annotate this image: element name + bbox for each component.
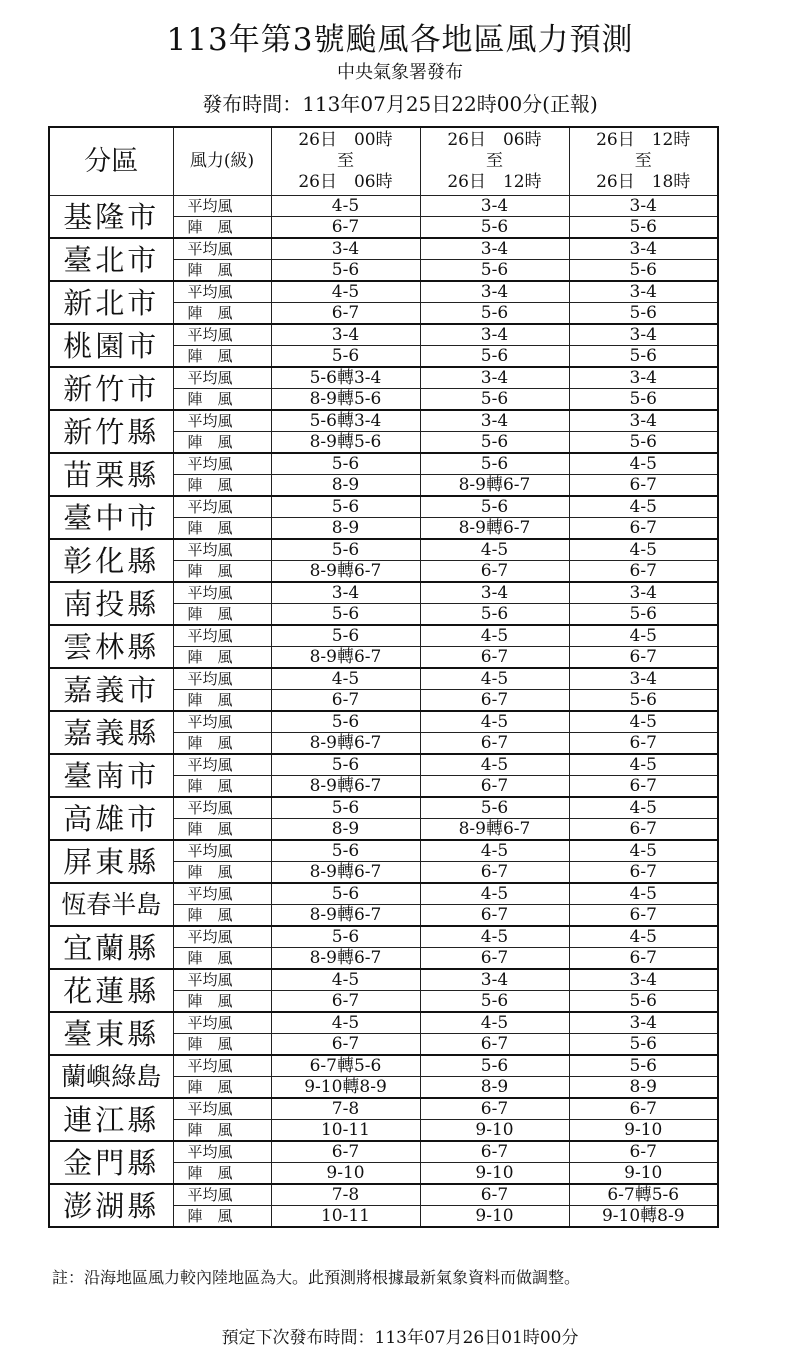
- gust-value: 10-11: [271, 1206, 420, 1228]
- avg-wind-label: 平均風: [173, 453, 271, 475]
- gust-value: 5-6: [569, 690, 718, 712]
- region-name: 桃園市: [49, 324, 173, 367]
- avg-wind-value: 3-4: [569, 196, 718, 217]
- gust-value: 10-11: [271, 1120, 420, 1142]
- period-1-from: 26日 00時: [298, 130, 393, 150]
- region-name: 臺北市: [49, 238, 173, 281]
- gust-value: 8-9轉6-7: [271, 733, 420, 755]
- period-2-to-word: 至: [486, 151, 503, 171]
- avg-wind-value: 4-5: [420, 1012, 569, 1034]
- gust-label: 陣 風: [173, 819, 271, 841]
- gust-value: 8-9轉6-7: [420, 819, 569, 841]
- table-row: [49, 496, 718, 518]
- wind-forecast-table: [48, 126, 719, 1228]
- gust-value: 9-10: [420, 1206, 569, 1228]
- avg-wind-value: 7-8: [271, 1098, 420, 1120]
- avg-wind-value: 3-4: [569, 324, 718, 346]
- table-row: [49, 582, 718, 604]
- table-row: [49, 668, 718, 690]
- gust-label: 陣 風: [173, 260, 271, 282]
- region-name: 連江縣: [49, 1098, 173, 1141]
- avg-wind-value: 4-5: [569, 754, 718, 776]
- gust-value: 9-10: [569, 1120, 718, 1142]
- gust-value: 5-6: [569, 303, 718, 325]
- avg-wind-label: 平均風: [173, 1141, 271, 1163]
- gust-value: 6-7: [420, 690, 569, 712]
- region-name: 雲林縣: [49, 625, 173, 668]
- region-name: 新竹縣: [49, 410, 173, 453]
- avg-wind-value: 5-6: [271, 625, 420, 647]
- avg-wind-label: 平均風: [173, 969, 271, 991]
- gust-value: 8-9: [569, 1077, 718, 1099]
- avg-wind-value: 6-7: [420, 1098, 569, 1120]
- gust-value: 5-6: [569, 389, 718, 411]
- avg-wind-value: 5-6: [569, 1055, 718, 1077]
- avg-wind-value: 4-5: [420, 926, 569, 948]
- table-row: [49, 1184, 718, 1206]
- page-title: 113年第3號颱風各地區風力預測: [166, 22, 634, 58]
- avg-wind-value: 5-6: [420, 797, 569, 819]
- gust-value: 9-10轉8-9: [271, 1077, 420, 1099]
- gust-value: 8-9轉6-7: [271, 776, 420, 798]
- avg-wind-value: 3-4: [420, 410, 569, 432]
- table-row: [49, 1055, 718, 1077]
- avg-wind-value: 4-5: [420, 883, 569, 905]
- gust-value: 9-10: [420, 1163, 569, 1185]
- avg-wind-value: 3-4: [569, 582, 718, 604]
- gust-value: 6-7: [271, 991, 420, 1013]
- avg-wind-value: 4-5: [271, 281, 420, 303]
- gust-value: 6-7: [569, 518, 718, 540]
- gust-value: 6-7: [569, 733, 718, 755]
- header-period-2: [420, 127, 569, 196]
- avg-wind-label: 平均風: [173, 625, 271, 647]
- gust-label: 陣 風: [173, 561, 271, 583]
- avg-wind-value: 4-5: [420, 668, 569, 690]
- avg-wind-label: 平均風: [173, 1012, 271, 1034]
- period-2-to: 26日 12時: [447, 172, 542, 192]
- period-2-from: 26日 06時: [447, 130, 542, 150]
- avg-wind-value: 3-4: [420, 367, 569, 389]
- gust-label: 陣 風: [173, 1034, 271, 1056]
- gust-value: 8-9: [271, 475, 420, 497]
- gust-value: 8-9轉5-6: [271, 432, 420, 454]
- table-row: [49, 196, 718, 217]
- gust-value: 5-6: [420, 432, 569, 454]
- avg-wind-value: 6-7: [420, 1141, 569, 1163]
- avg-wind-label: 平均風: [173, 281, 271, 303]
- gust-value: 6-7: [569, 862, 718, 884]
- region-name: 宜蘭縣: [49, 926, 173, 969]
- table-row: [49, 797, 718, 819]
- avg-wind-value: 4-5: [569, 625, 718, 647]
- avg-wind-label: 平均風: [173, 926, 271, 948]
- avg-wind-value: 7-8: [271, 1184, 420, 1206]
- avg-wind-value: 4-5: [420, 711, 569, 733]
- gust-value: 6-7: [271, 1034, 420, 1056]
- gust-value: 6-7: [569, 948, 718, 970]
- gust-label: 陣 風: [173, 518, 271, 540]
- gust-value: 5-6: [420, 389, 569, 411]
- gust-value: 5-6: [569, 260, 718, 282]
- avg-wind-value: 3-4: [569, 281, 718, 303]
- avg-wind-value: 4-5: [569, 539, 718, 561]
- gust-value: 5-6: [271, 346, 420, 368]
- avg-wind-value: 4-5: [271, 668, 420, 690]
- gust-value: 6-7: [569, 561, 718, 583]
- avg-wind-value: 3-4: [271, 238, 420, 260]
- period-1-to: 26日 06時: [298, 172, 393, 192]
- avg-wind-label: 平均風: [173, 410, 271, 432]
- header-period-1: [271, 127, 420, 196]
- gust-value: 5-6: [569, 346, 718, 368]
- avg-wind-value: 5-6: [420, 496, 569, 518]
- region-name: 高雄市: [49, 797, 173, 840]
- avg-wind-label: 平均風: [173, 883, 271, 905]
- region-name: 澎湖縣: [49, 1184, 173, 1227]
- table-row: [49, 281, 718, 303]
- region-name: 基隆市: [49, 196, 173, 239]
- gust-label: 陣 風: [173, 389, 271, 411]
- region-name: 嘉義縣: [49, 711, 173, 754]
- table-row: [49, 1141, 718, 1163]
- avg-wind-value: 5-6: [271, 840, 420, 862]
- gust-value: 8-9轉5-6: [271, 389, 420, 411]
- avg-wind-value: 5-6: [271, 539, 420, 561]
- gust-label: 陣 風: [173, 475, 271, 497]
- avg-wind-value: 4-5: [569, 883, 718, 905]
- avg-wind-value: 5-6轉3-4: [271, 367, 420, 389]
- avg-wind-value: 4-5: [420, 754, 569, 776]
- avg-wind-value: 4-5: [271, 1012, 420, 1034]
- avg-wind-value: 5-6: [271, 453, 420, 475]
- gust-label: 陣 風: [173, 991, 271, 1013]
- gust-value: 8-9: [271, 518, 420, 540]
- avg-wind-value: 3-4: [271, 582, 420, 604]
- gust-value: 6-7: [569, 776, 718, 798]
- table-row: [49, 238, 718, 260]
- table-row: [49, 324, 718, 346]
- avg-wind-value: 4-5: [271, 196, 420, 217]
- gust-value: 6-7: [420, 862, 569, 884]
- gust-value: 5-6: [420, 991, 569, 1013]
- table-row: [49, 453, 718, 475]
- avg-wind-value: 3-4: [420, 281, 569, 303]
- avg-wind-value: 6-7轉5-6: [569, 1184, 718, 1206]
- avg-wind-value: 4-5: [569, 840, 718, 862]
- gust-value: 5-6: [271, 604, 420, 626]
- period-3-to-word: 至: [634, 151, 652, 171]
- avg-wind-label: 平均風: [173, 367, 271, 389]
- header-area: 分區: [49, 127, 173, 196]
- gust-value: 5-6: [420, 303, 569, 325]
- gust-label: 陣 風: [173, 776, 271, 798]
- avg-wind-value: 3-4: [420, 969, 569, 991]
- gust-label: 陣 風: [173, 604, 271, 626]
- avg-wind-value: 6-7: [420, 1184, 569, 1206]
- header-level: 風力(級): [173, 127, 271, 196]
- region-name: 花蓮縣: [49, 969, 173, 1012]
- avg-wind-label: 平均風: [173, 797, 271, 819]
- avg-wind-value: 4-5: [271, 969, 420, 991]
- avg-wind-label: 平均風: [173, 840, 271, 862]
- table-row: [49, 754, 718, 776]
- gust-label: 陣 風: [173, 303, 271, 325]
- gust-label: 陣 風: [173, 690, 271, 712]
- gust-value: 5-6: [420, 604, 569, 626]
- gust-value: 5-6: [569, 604, 718, 626]
- gust-value: 6-7: [271, 690, 420, 712]
- region-name: 金門縣: [49, 1141, 173, 1184]
- region-name: 臺東縣: [49, 1012, 173, 1055]
- gust-label: 陣 風: [173, 733, 271, 755]
- region-name: 臺中市: [49, 496, 173, 539]
- avg-wind-value: 3-4: [420, 238, 569, 260]
- gust-label: 陣 風: [173, 647, 271, 669]
- avg-wind-value: 4-5: [569, 496, 718, 518]
- gust-value: 5-6: [569, 1034, 718, 1056]
- table-row: [49, 410, 718, 432]
- avg-wind-value: 3-4: [569, 367, 718, 389]
- region-name: 新竹市: [49, 367, 173, 410]
- gust-label: 陣 風: [173, 905, 271, 927]
- period-1-to-word: 至: [337, 151, 354, 171]
- gust-label: 陣 風: [173, 1163, 271, 1185]
- avg-wind-label: 平均風: [173, 582, 271, 604]
- region-name: 恆春半島: [49, 883, 173, 926]
- period-3-from: 26日 12時: [596, 130, 691, 150]
- gust-value: 5-6: [569, 217, 718, 239]
- gust-label: 陣 風: [173, 862, 271, 884]
- avg-wind-label: 平均風: [173, 1055, 271, 1077]
- next-issue-time: 預定下次發布時間：113年07月26日01時00分: [221, 1328, 579, 1348]
- gust-label: 陣 風: [173, 948, 271, 970]
- avg-wind-value: 5-6轉3-4: [271, 410, 420, 432]
- avg-wind-value: 4-5: [569, 926, 718, 948]
- issuer: 中央氣象署發布: [337, 62, 463, 83]
- avg-wind-label: 平均風: [173, 196, 271, 217]
- avg-wind-value: 3-4: [271, 324, 420, 346]
- gust-value: 6-7: [569, 475, 718, 497]
- avg-wind-value: 3-4: [420, 582, 569, 604]
- gust-label: 陣 風: [173, 346, 271, 368]
- table-row: [49, 1098, 718, 1120]
- avg-wind-value: 3-4: [569, 410, 718, 432]
- footnote: 註：沿海地區風力較內陸地區為大。此預測將根據最新氣象資料而做調整。: [52, 1268, 581, 1287]
- avg-wind-value: 6-7: [271, 1141, 420, 1163]
- avg-wind-label: 平均風: [173, 496, 271, 518]
- table-row: [49, 711, 718, 733]
- avg-wind-label: 平均風: [173, 711, 271, 733]
- gust-value: 6-7: [420, 1034, 569, 1056]
- gust-value: 8-9轉6-7: [271, 948, 420, 970]
- gust-value: 6-7: [569, 819, 718, 841]
- table-row: [49, 539, 718, 561]
- gust-value: 8-9轉6-7: [271, 905, 420, 927]
- gust-value: 5-6: [420, 346, 569, 368]
- gust-label: 陣 風: [173, 432, 271, 454]
- gust-value: 9-10轉8-9: [569, 1206, 718, 1228]
- gust-value: 6-7: [420, 776, 569, 798]
- gust-value: 5-6: [420, 217, 569, 239]
- gust-value: 6-7: [420, 647, 569, 669]
- gust-value: 5-6: [271, 260, 420, 282]
- table-row: [49, 926, 718, 948]
- avg-wind-value: 4-5: [569, 797, 718, 819]
- avg-wind-label: 平均風: [173, 668, 271, 690]
- avg-wind-value: 5-6: [271, 797, 420, 819]
- region-name: 彰化縣: [49, 539, 173, 582]
- avg-wind-value: 5-6: [271, 711, 420, 733]
- avg-wind-value: 3-4: [569, 1012, 718, 1034]
- table-row: [49, 969, 718, 991]
- gust-value: 8-9轉6-7: [420, 518, 569, 540]
- avg-wind-value: 5-6: [420, 453, 569, 475]
- avg-wind-value: 5-6: [271, 926, 420, 948]
- gust-label: 陣 風: [173, 1120, 271, 1142]
- gust-value: 8-9: [420, 1077, 569, 1099]
- region-name: 臺南市: [49, 754, 173, 797]
- avg-wind-value: 3-4: [420, 324, 569, 346]
- avg-wind-label: 平均風: [173, 754, 271, 776]
- gust-value: 5-6: [420, 260, 569, 282]
- gust-value: 6-7: [569, 905, 718, 927]
- gust-value: 6-7: [420, 905, 569, 927]
- region-name: 苗栗縣: [49, 453, 173, 496]
- avg-wind-label: 平均風: [173, 324, 271, 346]
- avg-wind-value: 6-7: [569, 1141, 718, 1163]
- gust-value: 6-7: [271, 217, 420, 239]
- gust-value: 6-7: [271, 303, 420, 325]
- avg-wind-value: 5-6: [271, 883, 420, 905]
- avg-wind-value: 5-6: [420, 1055, 569, 1077]
- gust-value: 8-9轉6-7: [271, 862, 420, 884]
- gust-label: 陣 風: [173, 217, 271, 239]
- region-name: 南投縣: [49, 582, 173, 625]
- gust-value: 8-9轉6-7: [271, 647, 420, 669]
- table-row: [49, 883, 718, 905]
- gust-value: 5-6: [569, 432, 718, 454]
- gust-value: 9-10: [420, 1120, 569, 1142]
- table-row: [49, 625, 718, 647]
- avg-wind-label: 平均風: [173, 1098, 271, 1120]
- table-row: [49, 840, 718, 862]
- avg-wind-value: 4-5: [569, 711, 718, 733]
- region-name: 嘉義市: [49, 668, 173, 711]
- avg-wind-value: 5-6: [271, 754, 420, 776]
- issue-time: 發布時間：113年07月25日22時00分(正報): [202, 92, 598, 116]
- avg-wind-value: 3-4: [569, 668, 718, 690]
- avg-wind-value: 6-7轉5-6: [271, 1055, 420, 1077]
- avg-wind-label: 平均風: [173, 539, 271, 561]
- avg-wind-value: 3-4: [569, 238, 718, 260]
- gust-value: 6-7: [420, 561, 569, 583]
- gust-label: 陣 風: [173, 1077, 271, 1099]
- avg-wind-label: 平均風: [173, 1184, 271, 1206]
- avg-wind-value: 6-7: [569, 1098, 718, 1120]
- avg-wind-value: 3-4: [420, 196, 569, 217]
- gust-value: 5-6: [569, 991, 718, 1013]
- region-name: 屏東縣: [49, 840, 173, 883]
- gust-value: 8-9: [271, 819, 420, 841]
- avg-wind-value: 4-5: [569, 453, 718, 475]
- avg-wind-value: 4-5: [420, 840, 569, 862]
- table-row: [49, 367, 718, 389]
- gust-value: 9-10: [271, 1163, 420, 1185]
- gust-value: 9-10: [569, 1163, 718, 1185]
- header-period-3: [569, 127, 718, 196]
- table-row: [49, 1012, 718, 1034]
- avg-wind-value: 4-5: [420, 539, 569, 561]
- region-name: 新北市: [49, 281, 173, 324]
- gust-value: 8-9轉6-7: [420, 475, 569, 497]
- avg-wind-value: 5-6: [271, 496, 420, 518]
- avg-wind-value: 4-5: [420, 625, 569, 647]
- period-3-to: 26日 18時: [596, 172, 691, 192]
- region-name: 蘭嶼綠島: [49, 1055, 173, 1098]
- gust-label: 陣 風: [173, 1206, 271, 1228]
- gust-value: 6-7: [420, 733, 569, 755]
- gust-value: 6-7: [420, 948, 569, 970]
- avg-wind-label: 平均風: [173, 238, 271, 260]
- gust-value: 8-9轉6-7: [271, 561, 420, 583]
- avg-wind-value: 3-4: [569, 969, 718, 991]
- gust-value: 6-7: [569, 647, 718, 669]
